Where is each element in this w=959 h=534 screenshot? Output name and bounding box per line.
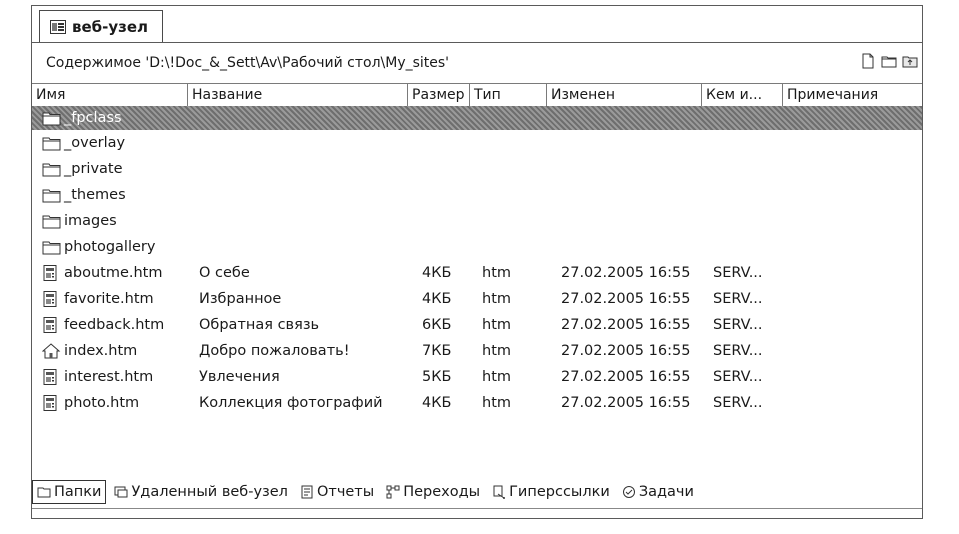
table-row[interactable] [32,106,922,130]
file-name-text: aboutme.htm [64,265,163,281]
view-tab-label: Гиперссылки [509,484,610,500]
column-name[interactable]: Имя [32,84,188,106]
tab-website[interactable] [39,10,163,42]
file-size: 4КБ [422,395,452,411]
file-size: 4КБ [422,291,452,307]
page-icon [42,317,62,333]
file-name [42,338,137,364]
home-icon [42,343,62,359]
views-bar [32,478,922,506]
file-list [32,106,922,416]
column-size[interactable]: Размер [408,84,470,106]
file-type: htm [482,395,511,411]
file-modified: 27.02.2005 16:55 [561,343,691,359]
file-modified-by: SERV... [713,291,763,307]
file-name [42,312,164,338]
file-modified: 27.02.2005 16:55 [561,369,691,385]
site-window [31,5,923,519]
page-icon [42,265,62,281]
view-tab[interactable] [618,480,698,504]
file-modified-by: SERV... [713,265,763,281]
file-title: О себе [199,265,250,281]
page-icon [42,369,62,385]
view-tab[interactable] [382,480,484,504]
file-name-text: _themes [64,187,126,203]
file-name-text: photogallery [64,239,156,255]
file-name-text: interest.htm [64,369,154,385]
file-name [42,286,154,312]
table-row[interactable] [32,338,922,364]
file-modified-by: SERV... [713,317,763,333]
divider [32,508,922,509]
file-modified-by: SERV... [713,343,763,359]
column-comments[interactable]: Примечания [787,87,879,103]
file-name-text: photo.htm [64,395,140,411]
file-modified: 27.02.2005 16:55 [561,395,691,411]
file-name [42,156,123,182]
hyperlinks-icon [492,485,506,499]
up-folder-icon[interactable] [902,53,918,69]
file-size: 6КБ [422,317,452,333]
table-row[interactable] [32,208,922,234]
file-modified-by: SERV... [713,395,763,411]
column-title[interactable]: Название [188,84,408,106]
file-title: Обратная связь [199,317,320,333]
file-name-text: _private [64,161,123,177]
view-tab-label: Удаленный веб-узел [131,484,288,500]
view-tab-label: Переходы [403,484,481,500]
view-tab[interactable] [32,480,106,504]
file-name-text: feedback.htm [64,317,165,333]
path-text: Содержимое 'D:\!Doc_&_Sett\Av\Рабочий стол\My_sites' [46,55,450,71]
file-name-text: index.htm [64,343,138,359]
file-modified: 27.02.2005 16:55 [561,265,691,281]
view-tab-label: Задачи [638,484,694,500]
new-page-icon[interactable] [860,53,876,69]
file-list-header [32,83,922,107]
column-type[interactable]: Тип [470,84,547,106]
file-type: htm [482,343,511,359]
reports-icon [300,485,314,499]
column-modified[interactable]: Изменен [547,84,702,106]
file-modified: 27.02.2005 16:55 [561,291,691,307]
file-name [42,106,122,130]
new-folder-icon[interactable] [881,53,897,69]
file-type: htm [482,369,511,385]
path-bar [32,43,922,83]
folders-view-icon [37,485,51,499]
tasks-icon [622,485,636,499]
path-toolbar [860,53,918,69]
file-modified: 27.02.2005 16:55 [561,317,691,333]
view-tab-label: Отчеты [316,484,375,500]
page-icon [42,395,62,411]
file-name-text: _overlay [64,135,126,151]
table-row[interactable] [32,364,922,390]
column-modified-by[interactable]: Кем и... [702,84,783,106]
file-type: htm [482,291,511,307]
table-row[interactable] [32,390,922,416]
file-size: 5КБ [422,369,452,385]
file-size: 4КБ [422,265,452,281]
navigation-icon [386,485,400,499]
table-row[interactable] [32,130,922,156]
website-icon [50,20,66,34]
table-row[interactable] [32,286,922,312]
remote-site-icon [114,485,128,499]
table-row[interactable] [32,182,922,208]
table-row[interactable] [32,234,922,260]
file-name-text: favorite.htm [64,291,154,307]
file-name-text: _fpclass [64,110,122,126]
file-name [42,234,155,260]
folder-icon [42,110,62,126]
tab-website-label: веб-узел [72,17,149,36]
folder-icon [42,135,62,151]
file-name [42,260,163,286]
view-tab[interactable] [488,480,614,504]
file-name [42,182,126,208]
table-row[interactable] [32,156,922,182]
table-row[interactable] [32,312,922,338]
tab-bar [32,6,922,43]
file-size: 7КБ [422,343,452,359]
file-title: Увлечения [199,369,280,385]
file-title: Избранное [199,291,282,307]
file-title: Добро пожаловать! [199,343,350,359]
folder-icon [42,161,62,177]
view-tab-label: Папки [54,484,102,500]
file-modified-by: SERV... [713,369,763,385]
table-row[interactable] [32,260,922,286]
folder-icon [42,213,62,229]
file-title: Коллекция фотографий [199,395,383,411]
view-tab[interactable] [296,480,378,504]
file-name [42,130,125,156]
file-type: htm [482,317,511,333]
page-icon [42,291,62,307]
folder-icon [42,239,62,255]
file-name [42,208,117,234]
file-name [42,390,139,416]
file-name-text: images [64,213,117,229]
folder-icon [42,187,62,203]
file-name [42,364,153,390]
file-type: htm [482,265,511,281]
view-tab[interactable] [110,480,292,504]
